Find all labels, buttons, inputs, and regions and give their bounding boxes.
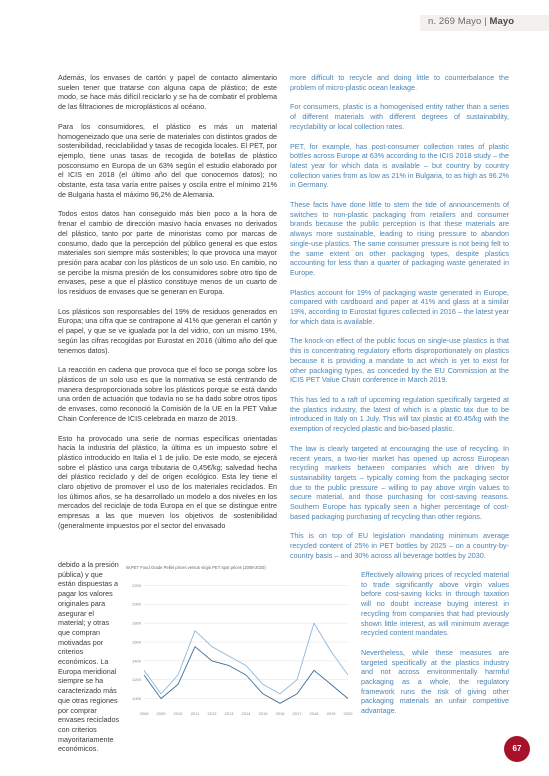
y-tick-label: 2200 <box>132 582 141 588</box>
page-number: 67 <box>504 736 530 762</box>
y-tick-label: 1800 <box>132 620 141 626</box>
x-tick-label: 2013 <box>224 711 234 716</box>
english-wrap-text <box>361 570 509 726</box>
paragraph: Esto ha provocado una serie de normas específicas orientadas hacia la industria del plástico, la última es un impuesto sobre el plástico introducido en Italia el 1 de julio. De este modo, se ejecerá sobre el plástico una carga tributaria de 0,45€/kg; salvedad hecha del plástico reciclado y del de origen ecológico. Esta ley tiene el claro objetivo de promover el uso de los materiales reciclados. En los últimos años, se ha desarrollado un modelo a dos niveles en los mercados del reciclaje de toda Europa en el que se distingue entre empresas a las que mueven los objetivos de sostenibilidad (generalmente impuestos por el sector del envasado <box>58 433 277 530</box>
y-tick-label: 1000 <box>132 695 141 701</box>
x-tick-label: 2020 <box>343 711 353 716</box>
x-tick-label: 2009 <box>156 711 166 716</box>
x-tick-label: 2016 <box>275 711 285 716</box>
y-tick-label: 2000 <box>132 601 141 607</box>
paragraph: The law is clearly targeted at encouraging the use of recycling. In recent years, a two-tier market has opened up across European recycling markets between companies which are driven by sustainability targets – typically coming from the packaging sector due to the public pressure – willing to pay above virgin values to secure material, and those purchasing for cost-saving reasons. Southern Europe has typically seen a higher percentage of cost-based packaging purchasing of recycling than other regions. <box>290 443 509 521</box>
y-tick-label: 1600 <box>132 639 141 645</box>
paragraph: Todos estos datos han conseguido más bien poco a la hora de frenar el cambio de dirección masivo hacia envases no derivados del plástico, tanto por parte de minoristas como por marcas de consumo, dado que la percepción del público general es que estos materiales son siempre más sostenibles; lo que provoca una mayor presión para acabar con los plásticos de un solo uso. En cambio, no se percibe la misma presión de los consumidores sobre otro tipo de envases, pese a que el plástico constituye menos de un cuarto de los residuos de envases que se generan en Europa. <box>58 209 277 297</box>
price-chart <box>122 560 355 720</box>
x-tick-label: 2014 <box>241 711 251 716</box>
chart-title: W.PET Food Grade Pellet prices versus virgin PET spot prices (2008-2020) <box>126 565 266 570</box>
paragraph: more difficult to recycle and doing little to counterbalance the problem of micro-plastic ocean leakage. <box>290 73 509 92</box>
x-tick-label: 2008 <box>139 711 149 716</box>
spanish-column <box>58 73 277 541</box>
paragraph: These facts have done little to stem the tide of announcements of switches to non-plastic packaging from retailers and consumer brands because the public perception is that these materials are always more sustainable, leading to rising pressure to abandon single-use plastics. The same consumer pressure is not being felt to the same extent on other packaging types, despite plastics accounting for less than a quarter of packaging waste generated in Europe. <box>290 200 509 277</box>
paragraph: This is on top of EU legislation mandating minimum average recycled content of 25% in PET bottles by 2025 – on a country-by-country basis – and 30% across all beverage bottles by 2030. <box>290 531 509 560</box>
section-label: Mayo <box>489 16 515 27</box>
y-tick-label: 1400 <box>132 658 141 664</box>
paragraph: Plastics account for 19% of packaging waste generated in Europe, compared with cardboard and paper at 41% and glass at a similar 19%, according to Eurostat figures collected in 2016 – the latest year for which data is available. <box>290 287 509 326</box>
paragraph: This has led to a raft of upcoming regulation specifically targeted at the plastics industry, the latest of which is a plastic tax due to be introduced in Italy on 1 July. This will tax plastic at €0.45/kg with the exemption of recycled plastic and bio-based plastic. <box>290 394 509 434</box>
x-tick-label: 2011 <box>190 711 200 716</box>
series-line-0 <box>144 623 348 694</box>
paragraph: Effectively allowing prices of recycled material to trade significantly above virgin values before cost-saving kicks in through taxation will no doubt increase buying interest in recycling from companies that had previously shown little interest, as will minimum average recycled content mandates. <box>361 570 509 638</box>
x-tick-label: 2017 <box>292 711 302 716</box>
issue-label: n. 269 Mayo <box>428 16 482 27</box>
issue-header: n. 269 Mayo | Mayo <box>428 16 515 27</box>
series-line-1 <box>144 647 348 704</box>
paragraph: La reacción en cadena que provoca que el foco se ponga sobre los plásticos de un solo uso es que la normativa se está centrando de manera desproporcionada sobre los plásticos porque se está dando una orden de actuación que todavía no se ha dado sobre otros tipos de envases, como reconoció la Comisión de la UE en la PET Value Chain Conference de ICIS celebrada en marzo de 2019. <box>58 365 277 423</box>
paragraph: PET, for example, has post-consumer collection rates of plastic bottles across Europe at 63% according to the ICIS 2018 study – the latest year for which data is available – but country by country collection varies from as low as 21% in Bulgaria, to as high as 96.2% in Germany. <box>290 141 509 190</box>
x-tick-label: 2015 <box>258 711 268 716</box>
x-tick-label: 2010 <box>173 711 183 716</box>
paragraph: Nevertheless, while these measures are targeted specifically at the plastics industry and not across environmentally harmful packaging as a whole, the regulatory framework runs the risk of giving other packaging materials an unfair competitive advantage. <box>361 647 509 716</box>
x-tick-label: 2019 <box>326 711 336 716</box>
paragraph: For consumers, plastic is a homogenised entity rather than a series of different materials with different degrees of sustainability, recyclability or local collection rates. <box>290 102 509 131</box>
english-column <box>290 73 509 571</box>
price-chart-svg <box>122 560 355 720</box>
x-tick-label: 2018 <box>309 711 319 716</box>
spanish-wrap-text: debido a la presión pública) y que están dispuestas a pagar los valores originales para asegurar el material; y otras que compran motivadas por criterios económicos. La Europa meridional siempre se ha caracterizado más que otras regiones por comprar envases reciclados con criterios mayoritariamente económicos. <box>58 560 120 754</box>
x-tick-label: 2012 <box>207 711 217 716</box>
paragraph: The knock-on effect of the public focus on single-use plastics is that this is concentrating regulatory efforts disproportionately on plastics because it is providing a mandate to act which is yet to exist for other packaging types, as conceded by the EU Commission at the ICIS PET Value Chain conference in March 2019. <box>290 336 509 385</box>
paragraph: Para los consumidores, el plástico es más un material homogeneizado que una serie de materiales con distintos grados de sostenibilidad, reciclabilidad y tasas de recogida locales. El PET, por ejemplo, tiene unas tasas de recogida de botellas de plástico posconsumo en Europa de un 63% según el estudio elaborado por el ICIS en 2018 (el último año del que conocemos datos); no obstante, esta tasa varía entre países y oscila entre el mínimo 21% de Bulgaria hasta el máximo 96,2% de Alemania. <box>58 121 277 199</box>
paragraph: Los plásticos son responsables del 19% de residuos generados en Europa; una cifra que se contrapone al 41% que generan el cartón y el papel, y que se ve igualada por la del vidrio, con un mismo 19%, según las cifras recogidas por Eurostat en 2016 (último año del que tenemos datos). <box>58 306 277 355</box>
y-tick-label: 1200 <box>132 677 141 683</box>
paragraph: Además, los envases de cartón y papel de contacto alimentario suelen tener que tratarse con alguna capa de plástico; de este modo, se hace más difícil reciclarlo y se ha de combatir el problema de las filtraciones de microplásticos al océano. <box>58 73 277 112</box>
